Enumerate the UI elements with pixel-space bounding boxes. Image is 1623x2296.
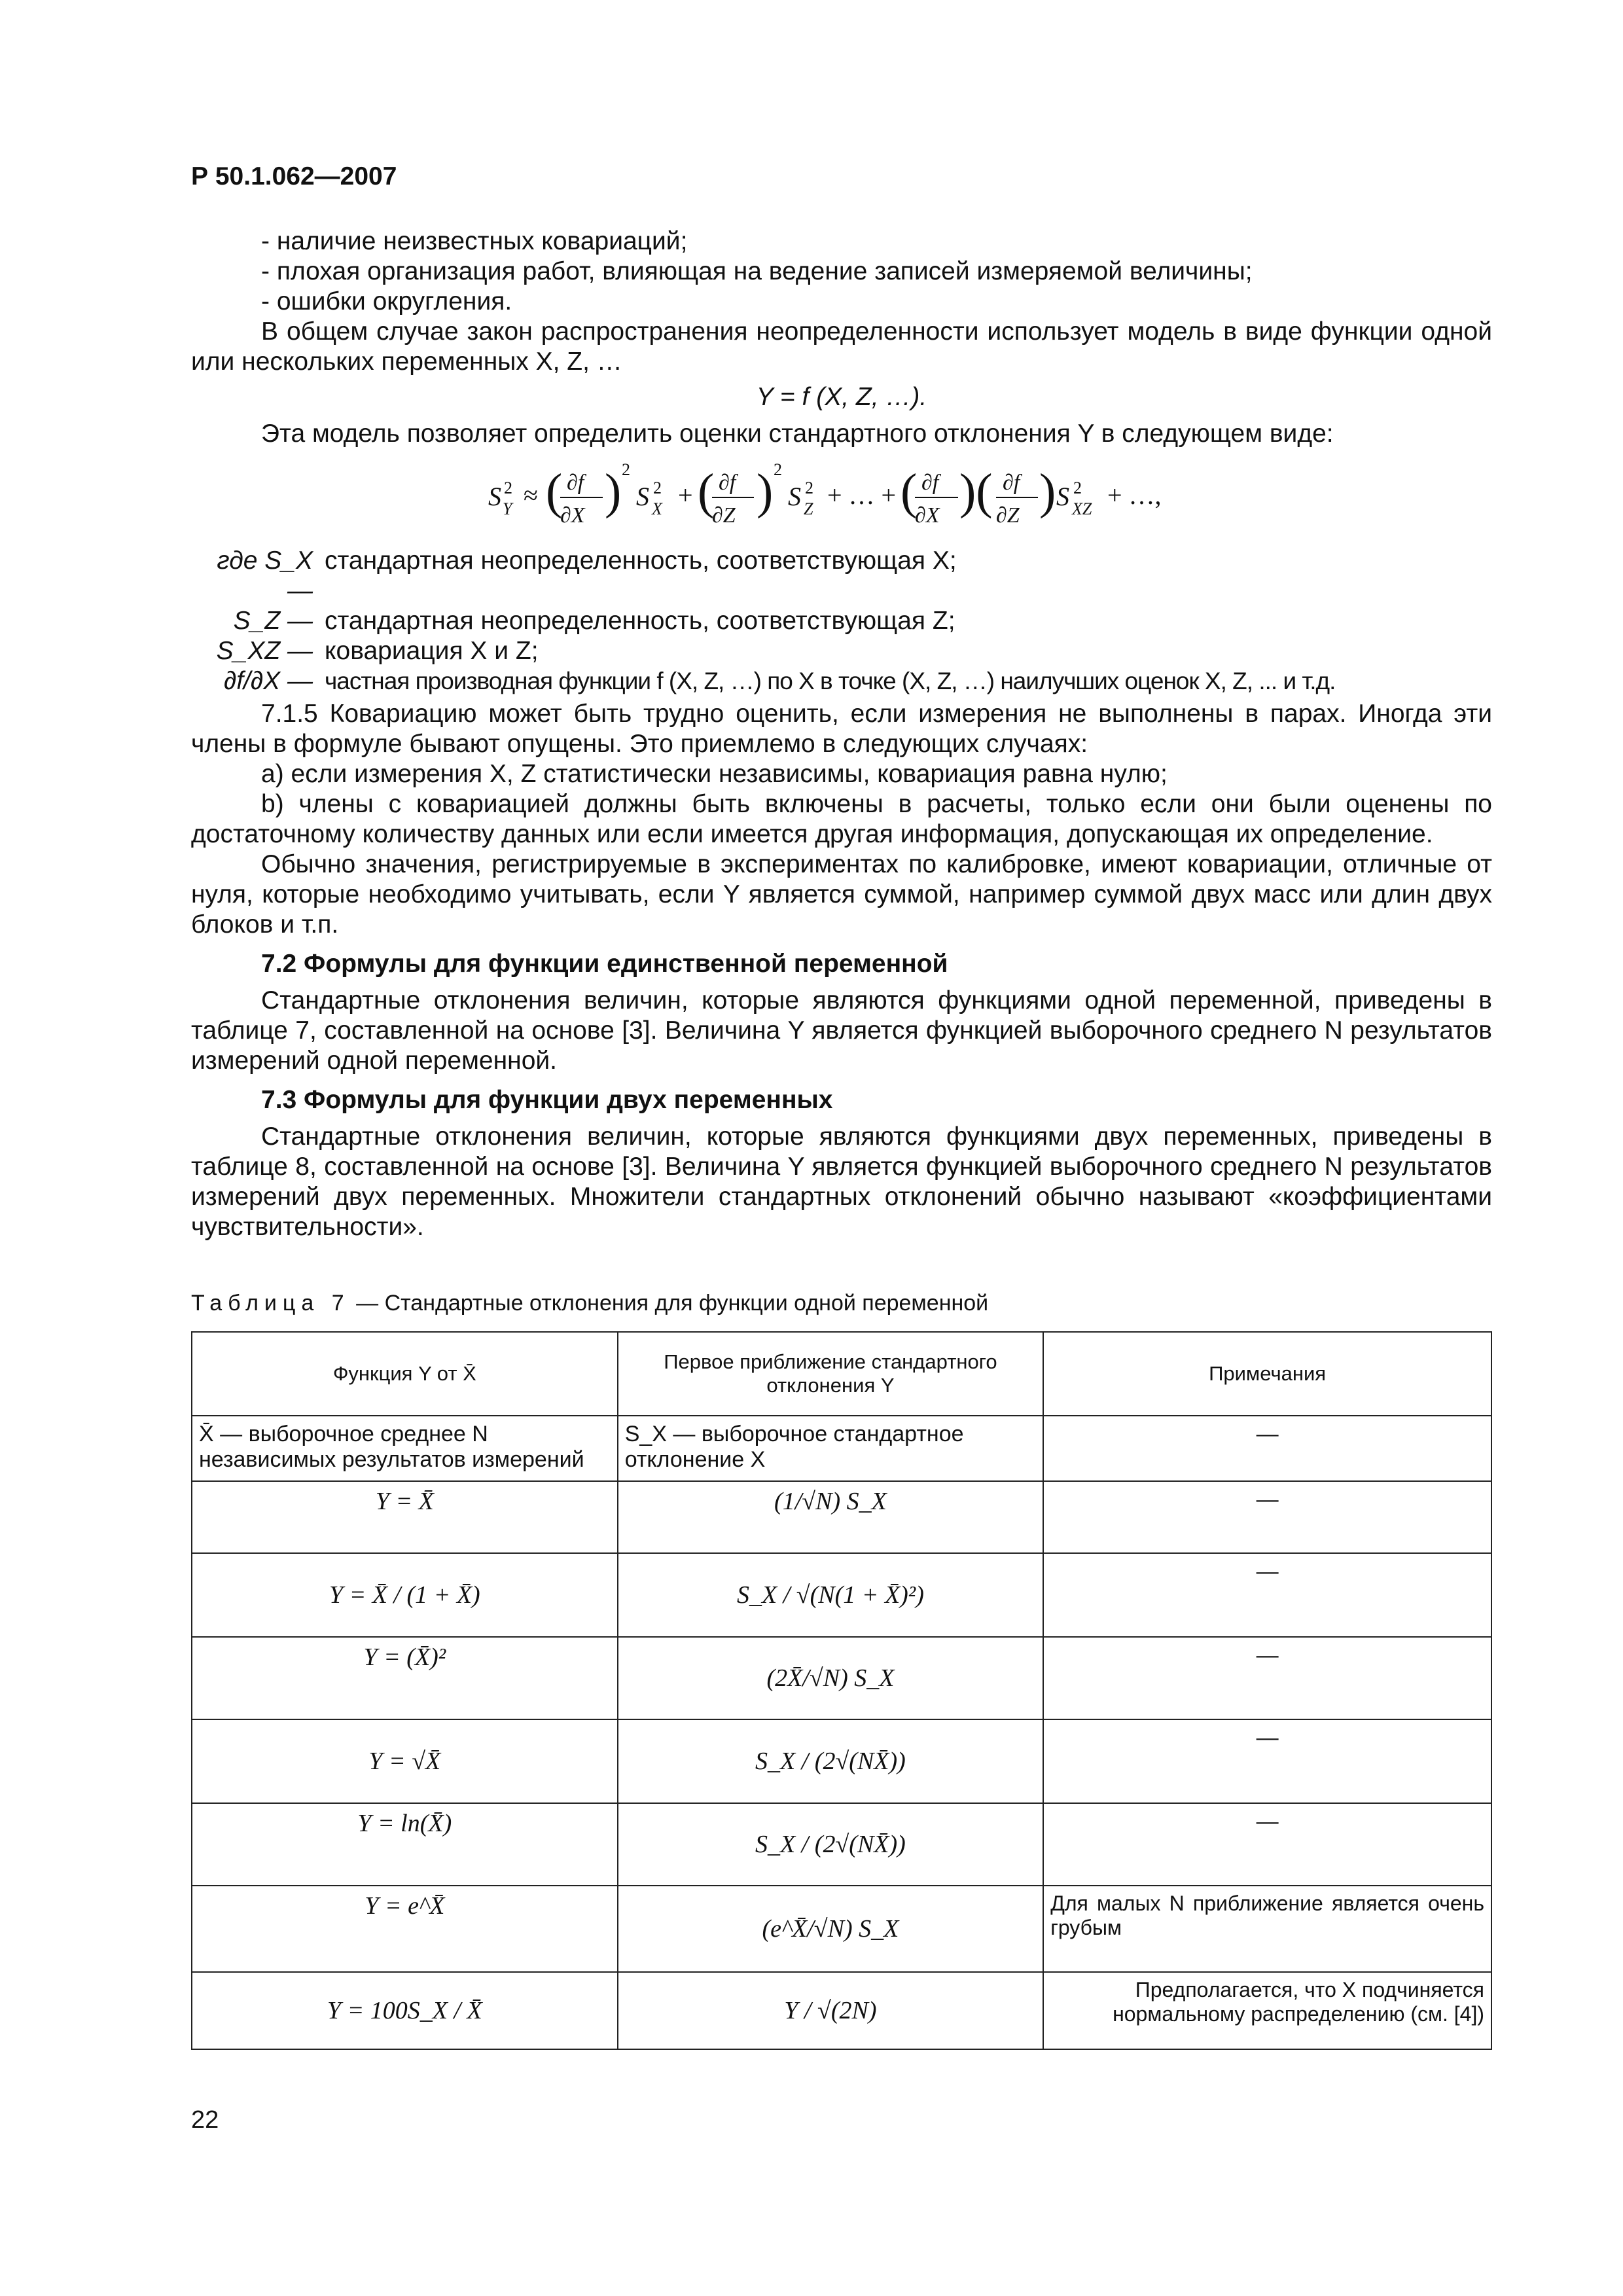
list-item: b) члены с ковариацией должны быть включены в расчеты, только если они были оценены по достаточному количеству данных или если имеется другая информация, допускающая их определение. [191, 790, 1492, 848]
table-header-cell: Примечания [1043, 1332, 1491, 1416]
definition-row [191, 636, 1492, 666]
note-cell: — [1043, 1719, 1491, 1803]
list-item: - наличие неизвестных ковариаций; [261, 227, 688, 255]
svg-text:+ … +: + … + [827, 480, 897, 510]
table-row [192, 1972, 1491, 2049]
definitions-list [191, 546, 1492, 696]
function-cell: Y = (X̄)² [192, 1637, 618, 1719]
svg-text:S: S [636, 482, 649, 511]
svg-text:Z: Z [804, 499, 813, 518]
svg-text:∂f: ∂f [567, 471, 584, 495]
approximation-cell: S_X / (2√(NX̄)) [618, 1803, 1044, 1886]
definition-symbol: где S_X — [217, 547, 313, 605]
svg-text:∂Z: ∂Z [712, 503, 736, 528]
definition-row [191, 606, 1492, 636]
svg-text:S: S [1056, 482, 1069, 511]
svg-text:(: ( [901, 464, 918, 519]
table-row [192, 1803, 1491, 1886]
definition-symbol: S_XZ — [216, 637, 313, 665]
svg-text:): ) [757, 464, 774, 519]
table-row [192, 1886, 1491, 1972]
page-number: 22 [191, 2106, 219, 2134]
function-cell: Y = X̄ / (1 + X̄) [192, 1553, 618, 1637]
note-cell: — [1043, 1481, 1491, 1553]
table-caption-label: Таблица 7 [191, 1291, 350, 1316]
document-id: Р 50.1.062—2007 [191, 162, 397, 190]
svg-text:Y: Y [503, 499, 512, 518]
svg-text:(: ( [546, 464, 563, 519]
svg-text:X: X [652, 499, 662, 518]
body-text [191, 226, 1492, 1242]
approximation-cell: (2X̄/√N) S_X [618, 1637, 1044, 1719]
definition-text: стандартная неопределенность, соответствующая X; [325, 547, 957, 575]
definition-text: частная производная функции f (X, Z, …) по X в точке (X, Z, …) наилучших оценок X, Z, ... и т.д. [325, 668, 1336, 694]
svg-text:2: 2 [805, 478, 813, 497]
paragraph: В общем случае закон распространения неопределенности использует модель в виде функции одной или нескольких переменных X, Z, … [191, 317, 1492, 376]
table-row [192, 1637, 1491, 1719]
approximation-cell: S_X — выборочное стандартное отклонение X [618, 1416, 1044, 1481]
paragraph: Эта модель позволяет определить оценки стандартного отклонения Y в следующем виде: [261, 420, 1334, 448]
list-item: - ошибки округления. [261, 287, 512, 315]
definition-text: стандартная неопределенность, соответствующая Z; [325, 607, 955, 635]
function-cell: Y = ln(X̄) [192, 1803, 618, 1886]
svg-text:∂X: ∂X [560, 503, 585, 528]
svg-text:∂f: ∂f [1003, 471, 1020, 495]
table-row [192, 1481, 1491, 1553]
function-cell: Y = e^X̄ [192, 1886, 618, 1972]
svg-text:2: 2 [504, 478, 512, 497]
equation-variance [191, 461, 1492, 533]
definition-text: ковариация X и Z; [325, 637, 539, 665]
section-heading: 7.2 Формулы для функции единственной переменной [261, 950, 948, 978]
approximation-cell: (1/√N) S_X [618, 1481, 1044, 1553]
approximation-cell: S_X / (2√(NX̄)) [618, 1719, 1044, 1803]
svg-text:∂X: ∂X [915, 503, 940, 528]
note-cell: — [1043, 1637, 1491, 1719]
svg-text:∂f: ∂f [719, 471, 736, 495]
table-row [192, 1719, 1491, 1803]
svg-text:)(: )( [959, 464, 993, 519]
svg-text:S: S [788, 482, 801, 511]
note-cell: — [1043, 1803, 1491, 1886]
definition-row [191, 546, 1492, 606]
definition-row [191, 666, 1492, 696]
function-cell: Y = √X̄ [192, 1719, 618, 1803]
table-header-cell: Функция Y от X̄ [192, 1332, 618, 1416]
section-heading: 7.3 Формулы для функции двух переменных [261, 1086, 833, 1114]
note-cell: Для малых N приближение является очень грубым [1043, 1886, 1491, 1972]
table-row [192, 1416, 1491, 1481]
definition-symbol: S_Z — [233, 607, 313, 635]
variance-formula-svg [482, 461, 1202, 533]
table-caption [191, 1291, 988, 1316]
definition-symbol: ∂f/∂X — [223, 667, 313, 695]
note-cell: — [1043, 1553, 1491, 1637]
table-header-cell: Первое приближение стандартного отклонения Y [618, 1332, 1044, 1416]
svg-text:S: S [488, 482, 501, 511]
note-cell: Предполагается, что X подчиняется нормальному распределению (см. [4]) [1043, 1972, 1491, 2049]
svg-text:∂f: ∂f [921, 471, 939, 495]
table-header-row [192, 1332, 1491, 1416]
svg-text:(: ( [698, 464, 715, 519]
svg-text:): ) [1039, 464, 1056, 519]
approximation-cell: S_X / √(N(1 + X̄)²) [618, 1553, 1044, 1637]
paragraph: Стандартные отклонения величин, которые являются функциями двух переменных, приведены в таблице 8, составленной на основе [3]. Величина Y является функцией выборочного среднего N результатов измерений двух переменных. Множители стандартных отклонений обычно называют «коэффициентами чувствительности». [191, 1122, 1492, 1241]
list-item: a) если измерения X, Z статистически независимы, ковариация равна нулю; [261, 760, 1168, 788]
svg-text:2: 2 [622, 461, 630, 479]
svg-text:2: 2 [653, 478, 662, 497]
equation-model: Y = f (X, Z, …). [756, 383, 927, 411]
svg-text:∂Z: ∂Z [996, 503, 1020, 528]
svg-text:+: + [678, 480, 693, 510]
svg-text:2: 2 [1073, 478, 1082, 497]
approximation-cell: (e^X̄/√N) S_X [618, 1886, 1044, 1972]
svg-text:2: 2 [774, 461, 782, 479]
svg-text:≈: ≈ [524, 480, 538, 510]
paragraph: Обычно значения, регистрируемые в экспериментах по калибровке, имеют ковариации, отличные от нуля, которые необходимо учитывать, если Y является суммой, например суммой двух масс или длин двух блоков и т.п. [191, 850, 1492, 939]
note-cell: — [1043, 1416, 1491, 1481]
function-cell: Y = X̄ [192, 1481, 618, 1553]
approximation-cell: Y / √(2N) [618, 1972, 1044, 2049]
svg-text:+ …,: + …, [1107, 480, 1162, 510]
function-cell: Y = 100S_X / X̄ [192, 1972, 618, 2049]
svg-text:): ) [605, 464, 622, 519]
function-cell: X̄ — выборочное среднее N независимых результатов измерений [192, 1416, 618, 1481]
table-caption-text: — Стандартные отклонения для функции одной переменной [349, 1291, 989, 1316]
table-row [192, 1553, 1491, 1637]
paragraph: Стандартные отклонения величин, которые являются функциями одной переменной, приведены в таблице 7, составленной на основе [3]. Величина Y является функцией выборочного среднего N результатов измерений одной переменной. [191, 986, 1492, 1075]
list-item: - плохая организация работ, влияющая на ведение записей измеряемой величины; [261, 257, 1253, 285]
paragraph: 7.1.5 Ковариацию может быть трудно оценить, если измерения не выполнены в парах. Иногда эти члены в формуле бывают опущены. Это приемлемо в следующих случаях: [191, 700, 1492, 758]
svg-text:XZ: XZ [1072, 499, 1092, 518]
standard-deviation-table [191, 1331, 1492, 2050]
